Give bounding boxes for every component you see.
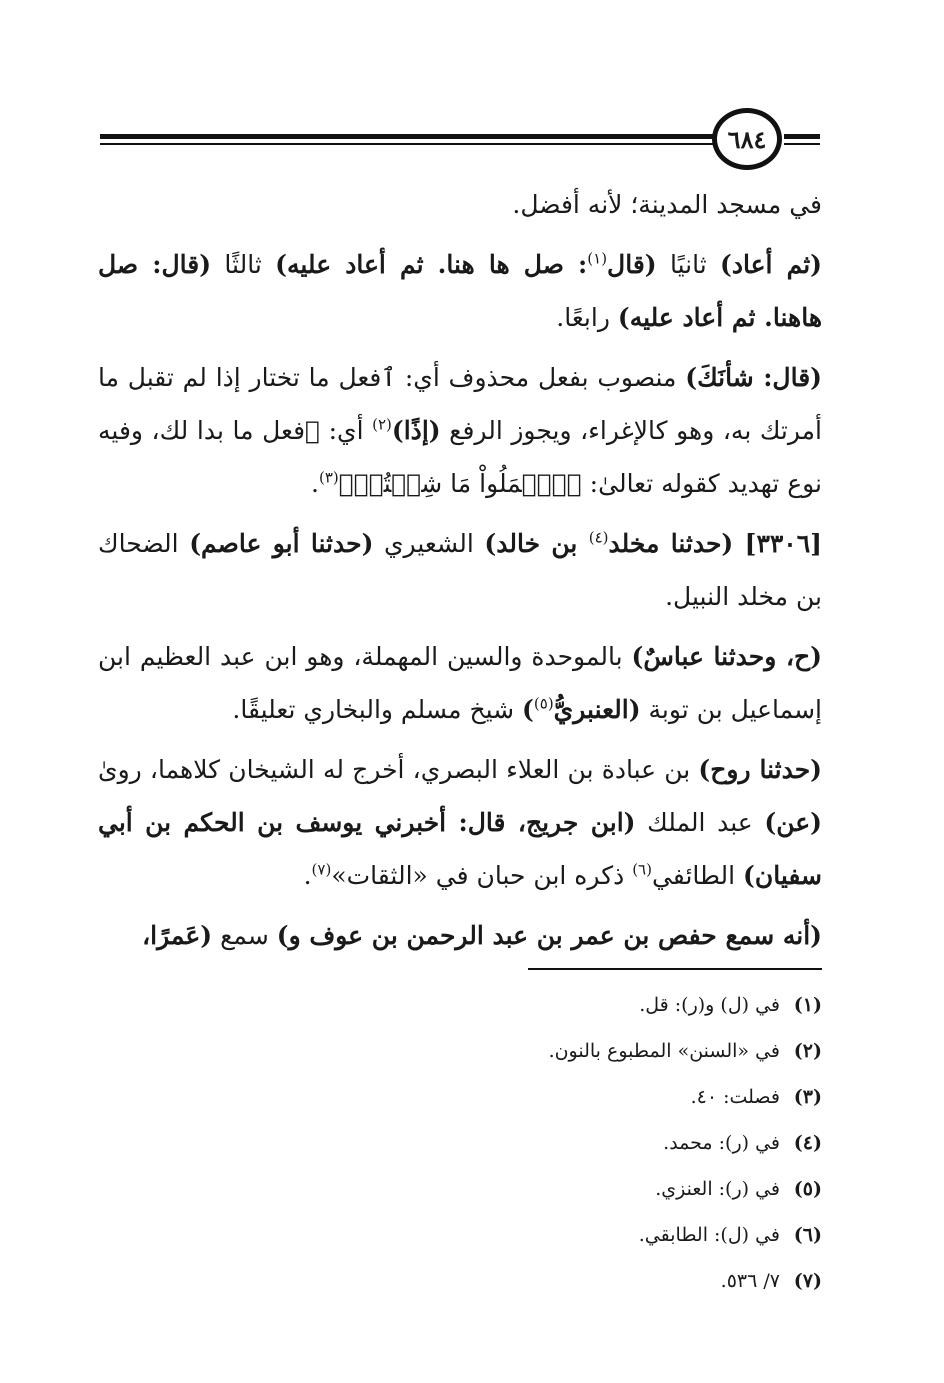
footnote [300,1258,822,1304]
header-rule-thick [100,134,714,139]
bold-span: (قال: صل هاهنا. ثم أعاد عليه) [98,250,822,332]
paragraph-2 [98,238,822,344]
footnote [300,1028,822,1074]
bold-span: (حدثنا روح) [698,755,823,784]
text-span: أي: ٱفعل ما بدا لك، وفيه نوع تهديد كقوله تعالىٰ: ﴿ٱعۡمَلُواْ مَا شِئۡتُمۡ﴾ [98,416,822,498]
main-text [98,178,822,969]
text-span: ذكره ابن حبان في «الثقات» [331,861,633,890]
footnote [300,1074,822,1120]
text-span: ثالثًا [211,250,276,279]
footnote-text: في (ر): محمد. [663,1132,780,1154]
text-span: بن عبادة بن العلاء البصري، أخرج له الشيخان كلاهما، روىٰ [98,755,699,784]
bold-span: (قال: شأنَكَ) [685,363,822,392]
bold-span: (قال [607,250,657,279]
footnote-number: (٣) [793,1086,822,1108]
footnote-number: (٢) [793,1040,822,1062]
paragraph-3 [98,351,822,510]
footnote-number: (٦) [793,1224,822,1246]
footnote-separator [528,968,822,970]
text-span: الضحاك بن مخلد النبيل. [98,529,822,611]
bold-span: ) [522,695,534,724]
footnote-ref: (٤) [588,528,609,547]
footnote-number: (٧) [793,1270,822,1292]
footnote-ref: (٦) [632,860,652,879]
bold-span: بن خالد) [484,529,589,558]
footnote-text: ٧/ ٥٣٦. [720,1270,780,1292]
bold-span: (أنه سمع حفص بن عمر بن عبد الرحمن بن عوف و) [276,921,822,950]
bold-span: : صل ها هنا. ثم أعاد عليه) [275,250,588,279]
footnote-number: (٤) [793,1132,822,1154]
text-span: شيخ مسلم والبخاري تعليقًا. [232,695,523,724]
header-rule-thin-right [784,143,820,145]
footnote-ref: (١) [587,249,608,268]
paragraph-4 [98,517,822,623]
footnote [300,1212,822,1258]
text-span: رابعًا. [556,303,618,332]
footnote-text: فصلت: ٤٠. [690,1086,780,1108]
text-span: . [311,469,319,498]
footnote-number: (٥) [793,1178,822,1200]
header-rule-thick-right [784,134,820,139]
footnote-ref: (٥) [533,694,554,713]
footnote-text: في (ل) و(ر): قل. [639,994,780,1016]
paragraph-7 [98,909,822,962]
text-span: في مسجد المدينة؛ لأنه أفضل. [512,190,822,219]
footnote [300,982,822,1028]
text-span: منصوب بفعل محذوف أي: ٱفعل ما تختار إذا لم تقبل ما أمرتك به، وهو كالإغراء، ويجوز الرفع [98,363,823,445]
bold-span: (حدثنا أبو عاصم) [189,529,374,558]
footnote-ref: (٣) [318,468,339,487]
footnotes [300,982,822,1304]
text-span: الطائفي [651,861,744,890]
text-span: . [303,861,312,890]
header-rule-thin [100,143,714,145]
footnote-text: في (ل): الطابقي. [638,1224,780,1246]
bold-span: (العنبريُّ [553,695,641,724]
text-span: بالموحدة والسين المهملة، وهو ابن عبد العظيم ابن إسماعيل بن توبة [98,642,822,724]
bold-span: (إذًا) [391,416,441,445]
paragraph-5 [98,630,822,736]
text-span: الشعيري [373,529,485,558]
text-span: ثانيًا [656,250,721,279]
footnote-text: في (ر): العنزي. [655,1178,780,1200]
bold-span: (عَمرًا، [142,921,213,950]
paragraph-6 [98,743,822,902]
bold-span: (ثم أعاد) [720,250,823,279]
bold-span: (ابن جريج، قال: أخبرني يوسف بن الحكم بن أبي سفيان) [98,808,822,890]
footnote-ref: (٧) [311,860,332,879]
footnote-ref: (٢) [372,415,392,434]
footnote [300,1120,822,1166]
footnote-text: في «السنن» المطبوع بالنون. [548,1040,780,1062]
paragraph-1 [98,178,822,231]
footnote [300,1166,822,1212]
bold-span: [٣٣٠٦] (حدثنا مخلد [608,529,822,558]
footnote-number: (١) [793,994,822,1016]
bold-span: (ح، وحدثنا عباسٌ) [631,642,822,671]
text-span: عبد الملك [635,808,765,837]
text-span: سمع [212,921,277,950]
bold-span: (عن) [764,808,822,837]
page-number: ٦٨٤ [712,108,782,170]
